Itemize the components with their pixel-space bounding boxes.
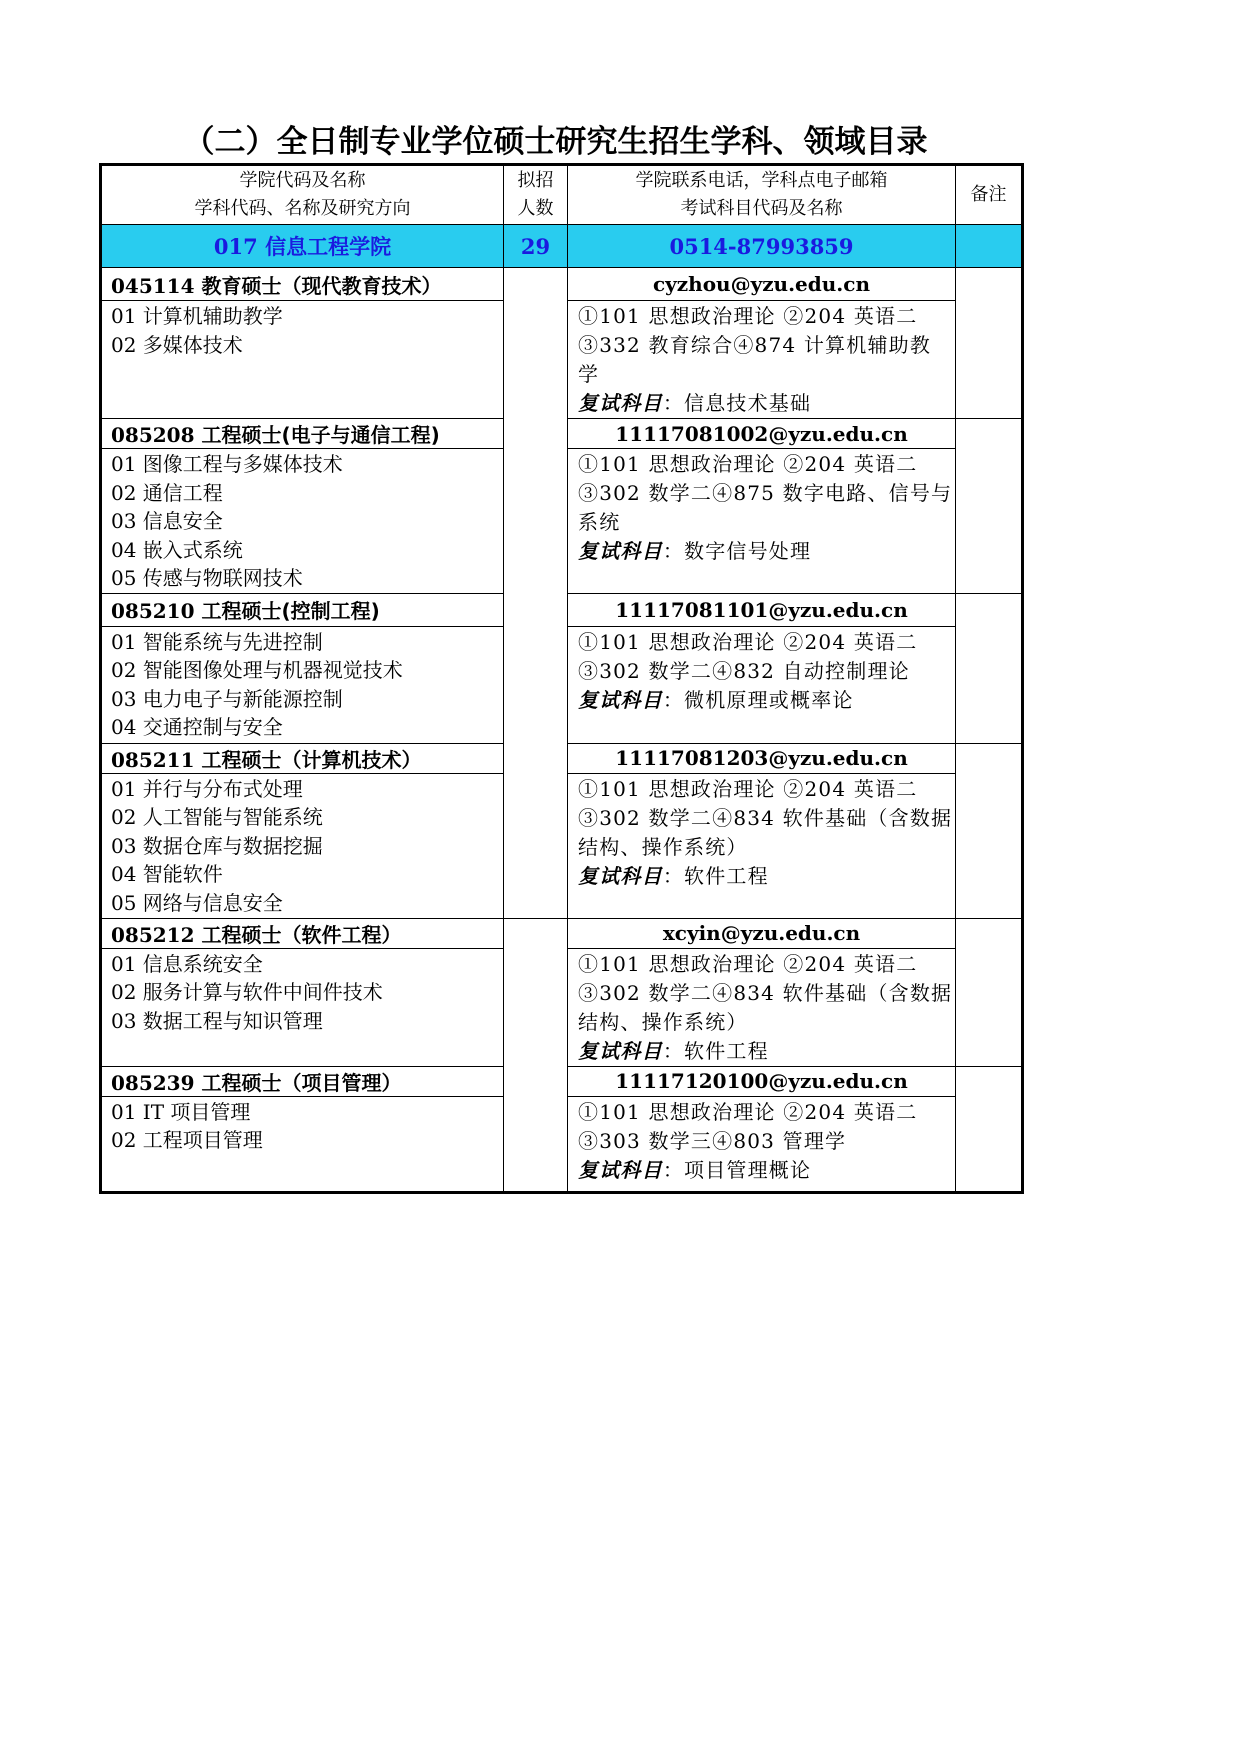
research-direction: 05 传感与物联网技术 — [111, 566, 303, 590]
header-col-note — [956, 165, 1023, 225]
college-quota-value: 29 — [520, 233, 551, 259]
research-direction: 02 工程项目管理 — [111, 1128, 263, 1152]
college-phone — [568, 225, 956, 268]
retest-subject: ：数字信号处理 — [662, 539, 812, 563]
program-email-text: 11117081101@yzu.edu.cn — [615, 597, 908, 622]
research-direction: 02 通信工程 — [111, 480, 223, 505]
research-direction: 04 智能软件 — [111, 862, 223, 886]
retest-label: 复试科目 — [578, 539, 663, 563]
college-name: 信息工程学院 — [265, 235, 392, 259]
research-direction: 02 人工智能与智能系统 — [111, 805, 323, 829]
exam-subject-line: ③303 数学三④803 管理学 — [578, 1128, 847, 1153]
program-email-text: 11117081203@yzu.edu.cn — [615, 746, 908, 770]
program-name: 工程硕士(电子与通信工程) — [201, 423, 440, 447]
program-email-text: cyzhou@yzu.edu.cn — [653, 272, 870, 296]
header-col-contact-exam — [568, 165, 956, 225]
retest-line — [578, 1037, 949, 1066]
retest-line — [578, 686, 949, 715]
program-directions — [101, 948, 504, 1066]
research-direction: 02 多媒体技术 — [111, 332, 243, 357]
exam-subject-line: ③332 教育综合④874 计算机辅助教 — [578, 333, 932, 357]
retest-subject: ：微机原理或概率论 — [662, 687, 854, 712]
program-title — [101, 1066, 504, 1096]
program-exam-subjects — [568, 449, 956, 594]
program-code: 045114 — [111, 273, 195, 298]
program-email — [568, 593, 956, 626]
exam-subject-line: ③302 数学二④834 软件基础（含数据 — [578, 980, 953, 1005]
program-title — [101, 918, 504, 948]
program-code: 085212 — [111, 922, 195, 947]
research-direction: 01 计算机辅助教学 — [111, 304, 283, 328]
program-row — [101, 268, 1023, 301]
retest-label: 复试科目 — [578, 1157, 663, 1182]
exam-subject-line: ①101 思想政治理论 ②204 英语二 — [578, 452, 918, 476]
exam-subject-line: ③302 数学二④834 软件基础（含数据 — [578, 805, 953, 830]
research-direction: 02 服务计算与软件中间件技术 — [111, 980, 383, 1004]
program-name: 工程硕士(控制工程) — [201, 599, 380, 623]
program-title — [101, 268, 504, 301]
program-note — [956, 1066, 1023, 1192]
program-directions — [101, 773, 504, 918]
exam-subject-line: ①101 思想政治理论 ②204 英语二 — [578, 629, 918, 654]
program-exam-subjects — [568, 1096, 956, 1192]
quota-cell — [504, 918, 568, 1192]
catalog-table — [99, 163, 1024, 1194]
retest-line — [578, 1156, 949, 1185]
header-col-quota — [504, 165, 568, 225]
program-code: 085211 — [111, 747, 195, 772]
program-exam-subjects — [568, 948, 956, 1066]
program-directions — [101, 1096, 504, 1192]
program-directions — [101, 301, 504, 419]
retest-line — [578, 862, 949, 891]
header-col1-line1: 学院代码及名称 — [239, 170, 366, 191]
program-email-text: xcyin@yzu.edu.cn — [662, 921, 861, 945]
exam-subject-line: ③302 数学二④832 自动控制理论 — [578, 658, 910, 683]
exam-subject-line: ①101 思想政治理论 ②204 英语二 — [578, 776, 918, 801]
research-direction: 03 电力电子与新能源控制 — [111, 686, 343, 711]
header-col3-line1: 学院联系电话，学科点电子邮箱 — [635, 170, 888, 191]
exam-subject-line: 系统 — [578, 510, 621, 534]
exam-subject-line: 学 — [578, 362, 600, 386]
college-row — [101, 225, 1023, 268]
program-name: 工程硕士（计算机技术） — [201, 747, 422, 772]
program-exam-subjects — [568, 773, 956, 918]
retest-label: 复试科目 — [578, 863, 663, 888]
program-email — [568, 918, 956, 948]
research-direction: 01 并行与分布式处理 — [111, 776, 303, 801]
program-name: 教育硕士（现代教育技术） — [201, 273, 442, 298]
header-col1-line2: 学科代码、名称及研究方向 — [194, 198, 411, 219]
program-email-text: 11117120100@yzu.edu.cn — [615, 1069, 908, 1093]
program-code: 085210 — [111, 599, 195, 623]
research-direction: 03 信息安全 — [111, 509, 223, 533]
program-email — [568, 419, 956, 449]
research-direction: 01 信息系统安全 — [111, 951, 263, 976]
header-col3-line2: 考试科目代码及名称 — [680, 198, 843, 219]
program-exam-subjects — [568, 626, 956, 743]
college-cell — [101, 225, 504, 268]
program-email — [568, 1066, 956, 1096]
retest-subject: ：信息技术基础 — [662, 391, 812, 415]
retest-label: 复试科目 — [578, 391, 663, 415]
exam-subject-line: ①101 思想政治理论 ②204 英语二 — [578, 951, 918, 976]
retest-subject: ：软件工程 — [662, 1038, 769, 1063]
exam-subject-line: ①101 思想政治理论 ②204 英语二 — [578, 304, 918, 328]
research-direction: 02 智能图像处理与机器视觉技术 — [111, 658, 403, 682]
research-direction: 04 嵌入式系统 — [111, 537, 243, 562]
program-row — [101, 918, 1023, 948]
header-col-college-program — [101, 165, 504, 225]
college-note — [956, 225, 1023, 268]
retest-subject: ：软件工程 — [662, 863, 769, 888]
program-note — [956, 268, 1023, 419]
exam-subject-line: ③302 数学二④875 数字电路、信号与 — [578, 481, 953, 505]
exam-subject-line: ①101 思想政治理论 ②204 英语二 — [578, 1099, 918, 1124]
retest-subject: ：项目管理概论 — [662, 1157, 812, 1182]
program-code: 085239 — [111, 1070, 195, 1095]
program-exam-subjects — [568, 301, 956, 419]
program-note — [956, 593, 1023, 743]
exam-subject-line: 结构、操作系统） — [578, 1009, 748, 1034]
research-direction: 01 智能系统与先进控制 — [111, 629, 323, 654]
program-title — [101, 743, 504, 773]
research-direction: 01 图像工程与多媒体技术 — [111, 452, 343, 476]
research-direction: 03 数据工程与知识管理 — [111, 1008, 323, 1033]
program-email — [568, 268, 956, 301]
program-name: 工程硕士（软件工程） — [201, 922, 402, 947]
header-col2-line2: 人数 — [517, 198, 554, 219]
header-col4: 备注 — [970, 184, 1007, 205]
program-name: 工程硕士（项目管理） — [201, 1070, 402, 1095]
college-code: 017 — [213, 234, 258, 259]
program-title — [101, 419, 504, 449]
research-direction: 03 数据仓库与数据挖掘 — [111, 833, 323, 858]
quota-cell — [504, 268, 568, 919]
header-row — [101, 165, 1023, 225]
header-col2-line1: 拟招 — [517, 170, 554, 191]
program-code: 085208 — [111, 423, 195, 447]
retest-line — [578, 389, 949, 418]
program-email-text: 11117081002@yzu.edu.cn — [615, 421, 908, 446]
retest-label: 复试科目 — [578, 1038, 663, 1063]
program-title — [101, 593, 504, 626]
research-direction: 04 交通控制与安全 — [111, 715, 283, 739]
research-direction: 01 IT 项目管理 — [111, 1099, 251, 1124]
retest-line — [578, 537, 949, 566]
retest-label: 复试科目 — [578, 687, 663, 712]
research-direction: 05 网络与信息安全 — [111, 890, 283, 915]
page-title: （二）全日制专业学位硕士研究生招生学科、领域目录 — [183, 124, 928, 160]
college-quota — [504, 225, 568, 268]
program-note — [956, 918, 1023, 1066]
college-phone-value: 0514-87993859 — [669, 233, 854, 259]
program-note — [956, 743, 1023, 918]
program-directions — [101, 449, 504, 594]
program-note — [956, 419, 1023, 594]
exam-subject-line: 结构、操作系统） — [578, 834, 748, 859]
program-directions — [101, 626, 504, 743]
program-email — [568, 743, 956, 773]
